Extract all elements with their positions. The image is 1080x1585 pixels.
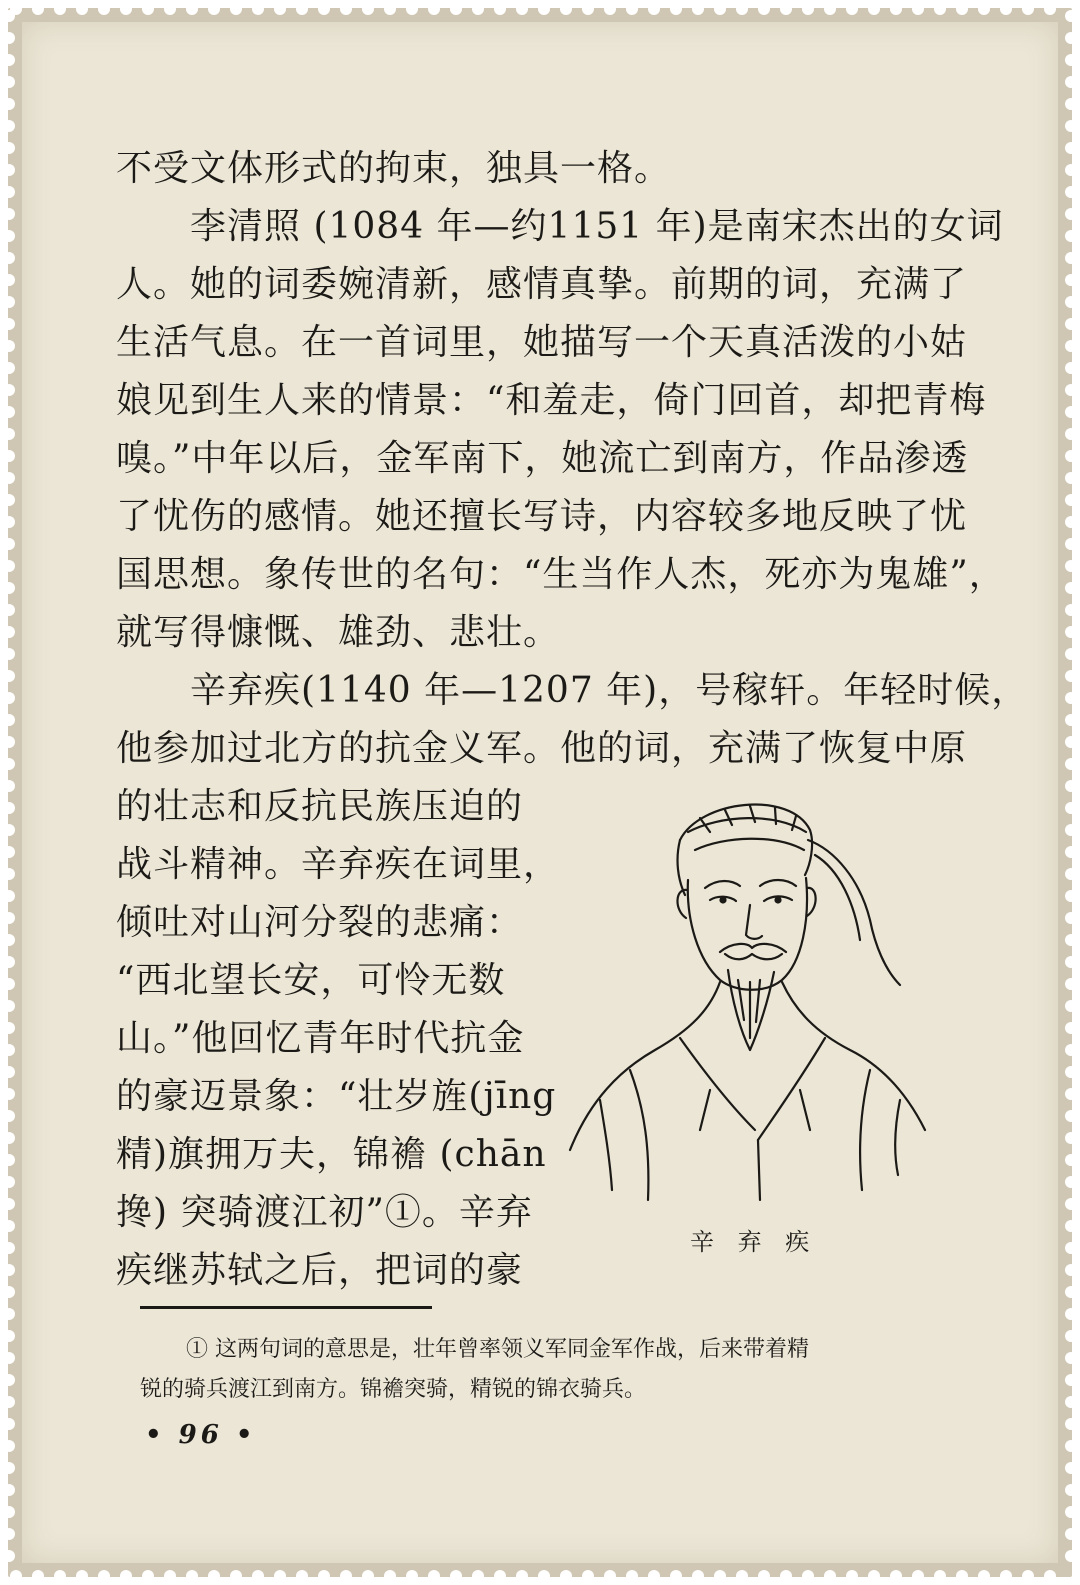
perforation-hole <box>3 1220 15 1232</box>
text-line: 倾吐对山河分裂的悲痛： <box>116 902 524 943</box>
perforation-hole <box>76 1570 88 1582</box>
perforation-hole <box>1065 692 1077 704</box>
perforation-hole <box>1065 318 1077 330</box>
perforation-hole <box>1065 560 1077 572</box>
perforation-hole <box>3 1176 15 1188</box>
perforation-hole <box>1065 912 1077 924</box>
perforation-hole <box>3 362 15 374</box>
text-line: 了忧伤的感情。她还擅长写诗，内容较多地反映了忧 <box>116 496 968 537</box>
perforation-hole <box>3 1132 15 1144</box>
perforation-hole <box>340 3 352 15</box>
perforation-hole <box>604 3 616 15</box>
perforation-hole <box>3 1506 15 1518</box>
perforation-hole <box>3 296 15 308</box>
perforation-hole <box>1065 956 1077 968</box>
perforation-hole <box>3 1308 15 1320</box>
text-line: 精)旗拥万夫，锦襜 (chān <box>116 1134 547 1175</box>
perforation-hole <box>912 1570 924 1582</box>
perforation-hole <box>1065 340 1077 352</box>
perforation-hole <box>406 1570 418 1582</box>
perforation-hole <box>3 1352 15 1364</box>
perforation-hole <box>186 3 198 15</box>
perforation-hole <box>32 1570 44 1582</box>
perforation-hole <box>1065 802 1077 814</box>
perforation-hole <box>1022 1570 1034 1582</box>
perforation-hole <box>340 1570 352 1582</box>
perforation-hole <box>3 428 15 440</box>
perforation-hole <box>1065 1088 1077 1100</box>
perforation-hole <box>780 1570 792 1582</box>
text-line: 疾继苏轼之后，把词的豪 <box>116 1250 524 1291</box>
perforation-hole <box>1065 824 1077 836</box>
perforation-hole <box>384 3 396 15</box>
perforation-hole <box>1065 1154 1077 1166</box>
perforation-hole <box>1022 3 1034 15</box>
perforation-hole <box>1065 208 1077 220</box>
perforation-hole <box>3 1242 15 1254</box>
perforation-hole <box>3 736 15 748</box>
perforation-hole <box>670 1570 682 1582</box>
perforation-hole <box>230 1570 242 1582</box>
perforation-hole <box>1065 604 1077 616</box>
perforation-hole <box>3 890 15 902</box>
perforation-hole <box>934 3 946 15</box>
perforation-hole <box>1065 1462 1077 1474</box>
perforation-hole <box>1065 1308 1077 1320</box>
perforation-hole <box>1065 1418 1077 1430</box>
perforation-hole <box>32 3 44 15</box>
perforation-hole <box>1065 494 1077 506</box>
perforation-hole <box>1065 582 1077 594</box>
perforation-hole <box>3 670 15 682</box>
perforation-hole <box>3 934 15 946</box>
perforation-hole <box>252 1570 264 1582</box>
perforation-hole <box>3 714 15 726</box>
perforation-hole <box>98 1570 110 1582</box>
perforation-hole <box>538 3 550 15</box>
perforation-hole <box>3 956 15 968</box>
text-line: 李清照 (1084 年—约1151 年)是南宋杰出的女词 <box>190 206 1004 247</box>
perforation-hole <box>736 1570 748 1582</box>
perforation-hole <box>1065 1242 1077 1254</box>
perforation-hole <box>626 3 638 15</box>
perforation-hole <box>1065 1506 1077 1518</box>
perforation-hole <box>494 1570 506 1582</box>
perforation-hole <box>516 1570 528 1582</box>
perforation-hole <box>582 1570 594 1582</box>
perforation-hole <box>714 3 726 15</box>
text-line: 的豪迈景象：“壮岁旌(jīng <box>116 1076 557 1117</box>
perforation-hole <box>648 3 660 15</box>
perforation-hole <box>1065 1330 1077 1342</box>
perforation-hole <box>3 230 15 242</box>
perforation-hole <box>1065 1528 1077 1540</box>
perforation-hole <box>3 1374 15 1386</box>
perforation-hole <box>3 1022 15 1034</box>
text-line: 就写得慷慨、雄劲、悲壮。 <box>116 612 561 653</box>
perforation-hole <box>1044 1570 1056 1582</box>
perforation-hole <box>3 912 15 924</box>
perforation-hole <box>3 10 15 22</box>
text-line: 嗅。”中年以后，金军南下，她流亡到南方，作品渗透 <box>116 438 969 479</box>
perforation-hole <box>1065 1374 1077 1386</box>
portrait-caption: 辛 弃 疾 <box>690 1228 818 1256</box>
perforation-hole <box>626 1570 638 1582</box>
perforation-hole <box>3 780 15 792</box>
perforation-hole <box>868 1570 880 1582</box>
perforation-hole <box>868 3 880 15</box>
perforation-hole <box>472 1570 484 1582</box>
perforation-hole <box>3 824 15 836</box>
perforation-hole <box>3 1462 15 1474</box>
perforation-hole <box>3 1440 15 1452</box>
perforation-hole <box>1065 142 1077 154</box>
perforation-hole <box>956 1570 968 1582</box>
perforation-hole <box>3 846 15 858</box>
perforation-hole <box>3 142 15 154</box>
perforation-hole <box>3 802 15 814</box>
perforation-hole <box>164 1570 176 1582</box>
perforation-hole <box>802 1570 814 1582</box>
perforation-hole <box>1065 428 1077 440</box>
text-line: 战斗精神。辛弃疾在词里， <box>116 844 561 885</box>
perforation-hole <box>1065 626 1077 638</box>
text-line: 辛弃疾(1140 年—1207 年)，号稼轩。年轻时候， <box>190 670 1029 711</box>
text-line: 人。她的词委婉清新，感情真挚。前期的词，充满了 <box>116 264 968 305</box>
perforation-hole <box>758 1570 770 1582</box>
perforation-hole <box>362 1570 374 1582</box>
perforation-hole <box>1065 252 1077 264</box>
perforation-hole <box>406 3 418 15</box>
perforation-hole <box>1065 1352 1077 1364</box>
perforation-hole <box>428 3 440 15</box>
perforation-hole <box>3 1330 15 1342</box>
perforation-hole <box>1065 230 1077 242</box>
perforation-hole <box>142 3 154 15</box>
perforation-hole <box>1065 406 1077 418</box>
perforation-hole <box>1065 1000 1077 1012</box>
perforation-hole <box>3 582 15 594</box>
perforation-hole <box>670 3 682 15</box>
perforation-hole <box>692 3 704 15</box>
perforation-hole <box>538 1570 550 1582</box>
perforation-hole <box>208 1570 220 1582</box>
perforation-hole <box>846 1570 858 1582</box>
perforation-hole <box>3 626 15 638</box>
perforation-hole <box>3 54 15 66</box>
perforation-hole <box>3 340 15 352</box>
perforation-hole <box>1000 1570 1012 1582</box>
perforation-hole <box>1065 1286 1077 1298</box>
perforation-hole <box>648 1570 660 1582</box>
perforation-hole <box>3 98 15 110</box>
perforation-hole <box>296 1570 308 1582</box>
text-line: 山。”他回忆青年时代抗金 <box>116 1018 525 1059</box>
perforation-hole <box>1065 472 1077 484</box>
perforation-hole <box>494 3 506 15</box>
text-line: 娘见到生人来的情景：“和羞走，倚门回首，却把青梅 <box>116 380 987 421</box>
perforation-hole <box>802 3 814 15</box>
perforation-hole <box>1065 32 1077 44</box>
perforation-hole <box>318 1570 330 1582</box>
perforation-hole <box>1065 1220 1077 1232</box>
perforation-hole <box>890 3 902 15</box>
perforation-hole <box>472 3 484 15</box>
perforation-hole <box>3 32 15 44</box>
perforation-hole <box>3 1088 15 1100</box>
perforation-hole <box>1065 10 1077 22</box>
perforation-hole <box>98 3 110 15</box>
perforation-hole <box>1065 186 1077 198</box>
perforation-hole <box>1065 890 1077 902</box>
perforation-hole <box>3 406 15 418</box>
perforation-hole <box>3 648 15 660</box>
perforation-hole <box>1065 1550 1077 1562</box>
perforation-hole <box>3 384 15 396</box>
perforation-hole <box>1065 1044 1077 1056</box>
perforation-hole <box>3 164 15 176</box>
perforation-hole <box>1065 516 1077 528</box>
perforation-hole <box>3 560 15 572</box>
perforation-hole <box>714 1570 726 1582</box>
perforation-hole <box>1065 1110 1077 1122</box>
perforation-hole <box>780 3 792 15</box>
perforation-hole <box>1065 846 1077 858</box>
perforation-hole <box>120 3 132 15</box>
perforation-hole <box>604 1570 616 1582</box>
perforation-hole <box>912 3 924 15</box>
perforation-hole <box>384 1570 396 1582</box>
perforation-hole <box>890 1570 902 1582</box>
perforation-hole <box>3 1066 15 1078</box>
perforation-hole <box>3 978 15 990</box>
perforation-hole <box>1065 1484 1077 1496</box>
perforation-hole <box>1065 758 1077 770</box>
perforation-hole <box>1065 714 1077 726</box>
perforation-hole <box>3 1396 15 1408</box>
perforation-hole <box>3 1550 15 1562</box>
perforation-hole <box>956 3 968 15</box>
perforation-hole <box>560 3 572 15</box>
perforation-hole <box>1065 736 1077 748</box>
perforation-hole <box>296 3 308 15</box>
perforation-hole <box>846 3 858 15</box>
perforation-hole <box>1065 648 1077 660</box>
perforation-hole <box>1065 1198 1077 1210</box>
perforation-hole <box>362 3 374 15</box>
perforation-hole <box>3 472 15 484</box>
perforation-hole <box>3 1110 15 1122</box>
perforation-hole <box>1065 296 1077 308</box>
perforation-hole <box>1065 54 1077 66</box>
perforation-hole <box>76 3 88 15</box>
perforation-hole <box>3 208 15 220</box>
perforation-hole <box>10 1570 22 1582</box>
perforation-hole <box>428 1570 440 1582</box>
perforation-hole <box>1065 780 1077 792</box>
perforation-hole <box>3 1000 15 1012</box>
perforation-hole <box>1065 76 1077 88</box>
text-line: 生活气息。在一首词里，她描写一个天真活泼的小姑 <box>116 322 968 363</box>
perforation-hole <box>1065 120 1077 132</box>
perforation-hole <box>692 1570 704 1582</box>
perforation-hole <box>978 3 990 15</box>
perforation-hole <box>318 3 330 15</box>
perforation-hole <box>3 1044 15 1056</box>
perforation-hole <box>450 1570 462 1582</box>
perforation-hole <box>3 1528 15 1540</box>
perforation-hole <box>1065 164 1077 176</box>
perforation-hole <box>3 516 15 528</box>
perforation-hole <box>1065 274 1077 286</box>
perforation-hole <box>1065 1132 1077 1144</box>
text-line: 搀) 突骑渡江初”①。辛弃 <box>116 1192 533 1233</box>
perforation-hole <box>1065 1176 1077 1188</box>
perforation-hole <box>1065 1022 1077 1034</box>
text-line: 不受文体形式的拘束，独具一格。 <box>116 148 672 189</box>
perforation-hole <box>1065 538 1077 550</box>
perforation-hole <box>274 3 286 15</box>
perforation-hole <box>3 318 15 330</box>
perforation-hole <box>3 1484 15 1496</box>
perforation-hole <box>450 3 462 15</box>
perforation-hole <box>3 1198 15 1210</box>
perforation-hole <box>736 3 748 15</box>
perforation-hole <box>3 252 15 264</box>
perforation-hole <box>1000 3 1012 15</box>
perforation-hole <box>582 3 594 15</box>
perforation-hole <box>1065 1440 1077 1452</box>
perforation-hole <box>142 1570 154 1582</box>
perforation-hole <box>274 1570 286 1582</box>
perforation-hole <box>824 3 836 15</box>
perforation-hole <box>3 692 15 704</box>
perforation-hole <box>560 1570 572 1582</box>
perforation-hole <box>3 274 15 286</box>
perforation-hole <box>516 3 528 15</box>
perforation-hole <box>1044 3 1056 15</box>
perforation-hole <box>164 3 176 15</box>
perforation-hole <box>758 3 770 15</box>
perforation-hole <box>1065 868 1077 880</box>
page-number: • 96 • <box>145 1420 257 1450</box>
footnote-rule <box>140 1306 432 1309</box>
perforation-hole <box>3 758 15 770</box>
perforation-hole <box>3 604 15 616</box>
perforation-hole <box>3 450 15 462</box>
perforation-hole <box>1065 1264 1077 1276</box>
perforation-hole <box>3 1418 15 1430</box>
perforation-hole <box>1065 362 1077 374</box>
perforation-hole <box>3 494 15 506</box>
xin-qiji-portrait <box>560 770 930 1210</box>
perforation-hole <box>934 1570 946 1582</box>
perforation-hole <box>978 1570 990 1582</box>
perforation-hole <box>1065 450 1077 462</box>
perforation-hole <box>208 3 220 15</box>
perforation-hole <box>1065 978 1077 990</box>
footnote-line: ① 这两句词的意思是，壮年曾率领义军同金军作战，后来带着精 <box>186 1337 809 1362</box>
text-line: 的壮志和反抗民族压迫的 <box>116 786 524 827</box>
text-line: 国思想。象传世的名句：“生当作人杰，死亦为鬼雄”， <box>116 554 1006 595</box>
perforation-hole <box>3 76 15 88</box>
perforation-hole <box>1065 1066 1077 1078</box>
text-line: “西北望长安，可怜无数 <box>116 960 506 1001</box>
perforation-hole <box>1065 934 1077 946</box>
perforation-hole <box>3 1264 15 1276</box>
perforation-hole <box>3 1286 15 1298</box>
text-line: 他参加过北方的抗金义军。他的词，充满了恢复中原 <box>116 728 968 769</box>
perforation-hole <box>824 1570 836 1582</box>
perforation-hole <box>120 1570 132 1582</box>
perforation-hole <box>1065 98 1077 110</box>
perforation-hole <box>230 3 242 15</box>
perforation-hole <box>1065 1396 1077 1408</box>
perforation-hole <box>3 538 15 550</box>
perforation-hole <box>54 1570 66 1582</box>
perforation-hole <box>3 186 15 198</box>
footnote-line: 锐的骑兵渡江到南方。锦襜突骑，精锐的锦衣骑兵。 <box>140 1377 647 1402</box>
perforation-hole <box>186 1570 198 1582</box>
perforation-hole <box>3 868 15 880</box>
perforation-hole <box>3 120 15 132</box>
perforation-hole <box>1065 384 1077 396</box>
perforation-hole <box>54 3 66 15</box>
perforation-hole <box>3 1154 15 1166</box>
perforation-hole <box>1065 670 1077 682</box>
perforation-hole <box>252 3 264 15</box>
